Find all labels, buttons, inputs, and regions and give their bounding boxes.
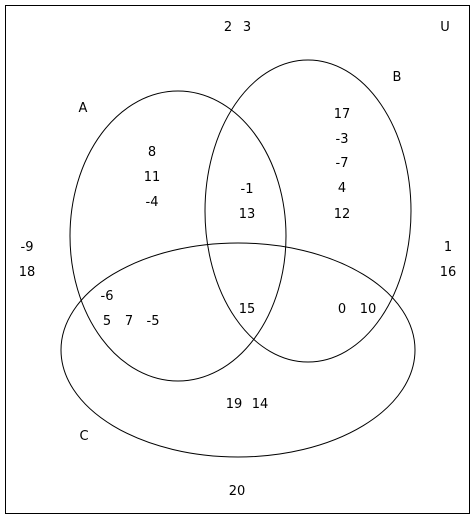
element-outside: 16 [439, 265, 457, 280]
element-b-only: 17 [333, 107, 351, 122]
element-a-and-c: -6 [100, 289, 114, 304]
element-outside: 18 [18, 265, 36, 280]
set-a-ellipse [70, 91, 286, 381]
set-b-label: B [392, 70, 402, 85]
element-a-b-c: 15 [238, 302, 256, 317]
element-a-and-c: 5 [102, 314, 112, 329]
element-b-and-c: 10 [359, 302, 377, 317]
element-a-only: -4 [145, 195, 159, 210]
element-b-only: -3 [335, 132, 349, 147]
element-b-only: 4 [337, 181, 347, 196]
set-c-ellipse [61, 243, 415, 457]
element-c-only: 19 [225, 397, 243, 412]
element-a-and-c: -5 [146, 314, 160, 329]
element-b-only: 12 [333, 207, 351, 222]
element-a-only: 8 [147, 145, 157, 160]
element-a-only: 11 [143, 170, 161, 185]
set-b-ellipse [205, 60, 411, 362]
element-outside: 2 [223, 20, 233, 35]
element-a-and-c: 7 [124, 314, 134, 329]
element-c-only: 14 [251, 397, 269, 412]
element-outside: -9 [20, 240, 34, 255]
set-a-label: A [78, 101, 88, 116]
universe-label: U [440, 20, 450, 35]
set-c-label: C [79, 429, 89, 444]
element-b-only: -7 [335, 156, 349, 171]
element-outside: 1 [443, 240, 453, 255]
element-b-and-c: 0 [337, 302, 347, 317]
element-a-and-b: 13 [238, 207, 256, 222]
element-outside: 20 [228, 484, 246, 499]
element-outside: 3 [242, 20, 252, 35]
element-a-and-b: -1 [240, 182, 254, 197]
